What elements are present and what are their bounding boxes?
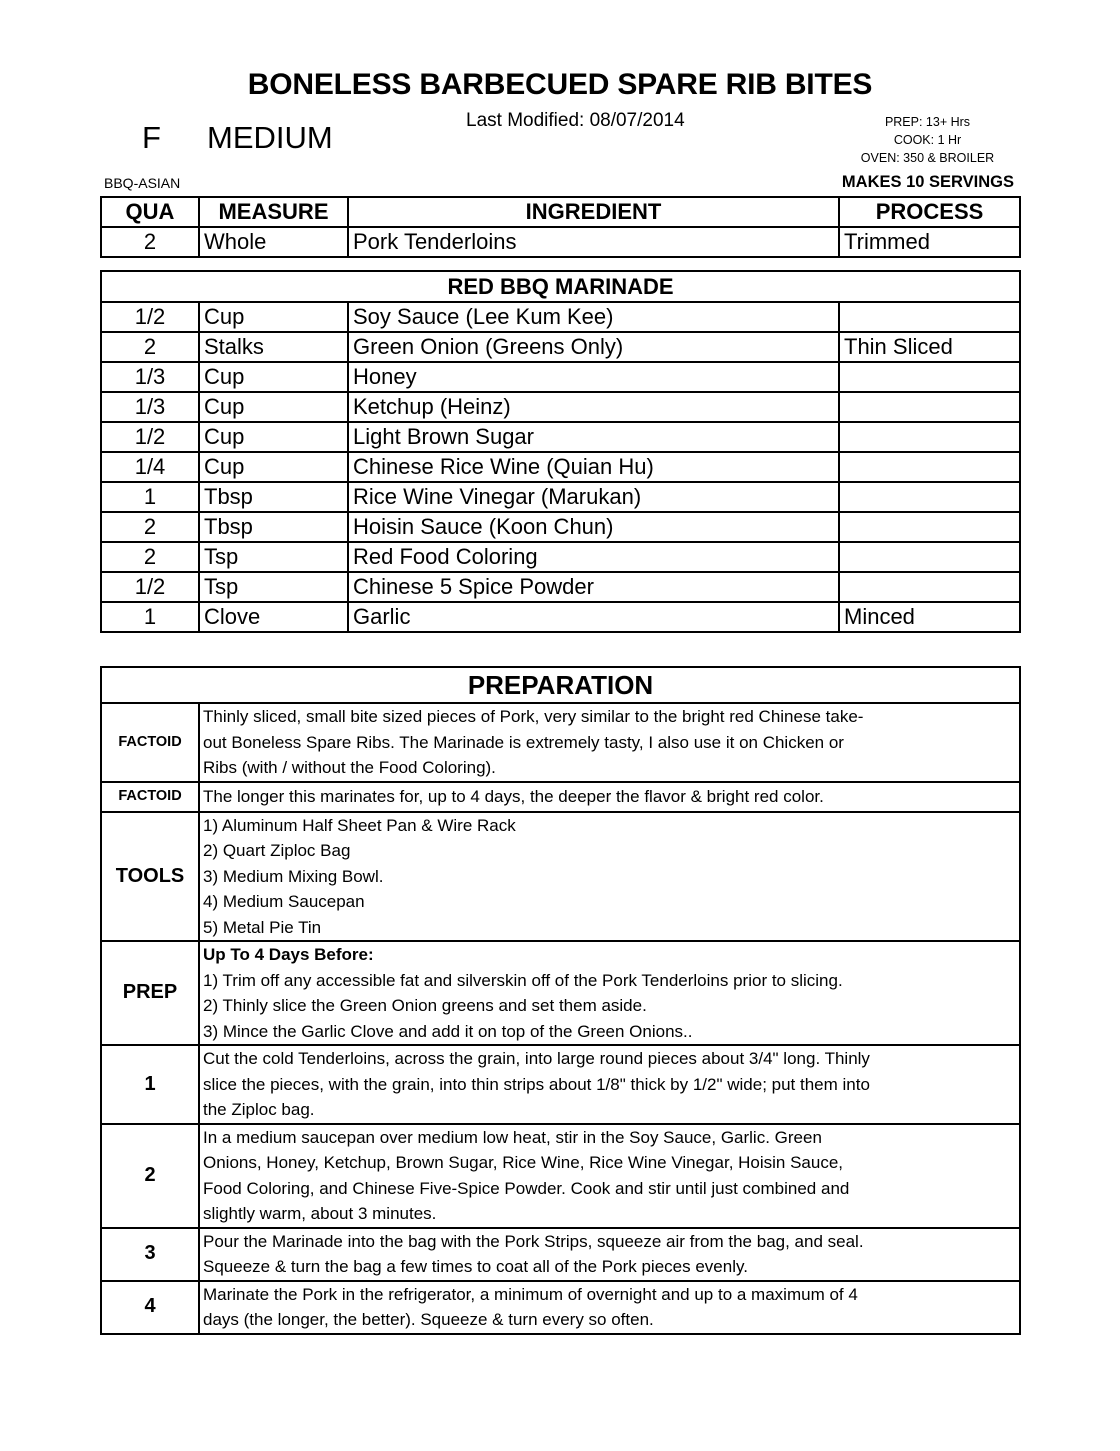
preparation-row-label: TOOLS bbox=[101, 812, 199, 942]
preparation-title: PREPARATION bbox=[101, 667, 1020, 703]
ingredient-process bbox=[839, 392, 1020, 422]
marinade-ingredient-row bbox=[101, 452, 1020, 482]
marinade-ingredient-row bbox=[101, 362, 1020, 392]
ingredient-measure: Whole bbox=[199, 227, 348, 257]
ingredient-quantity: 1/2 bbox=[101, 572, 199, 602]
preparation-row bbox=[101, 782, 1020, 812]
ingredient-process: Trimmed bbox=[839, 227, 1020, 257]
ingredient-name: Garlic bbox=[348, 602, 839, 632]
preparation-text-line: 4) Medium Saucepan bbox=[203, 892, 365, 911]
ingredient-name: Hoisin Sauce (Koon Chun) bbox=[348, 512, 839, 542]
cook-time: COOK: 1 Hr bbox=[893, 133, 962, 147]
preparation-row-text bbox=[199, 1281, 1020, 1334]
ingredient-quantity: 2 bbox=[101, 332, 199, 362]
last-modified-date: Last Modified: 08/07/2014 bbox=[466, 110, 685, 131]
ingredient-measure: Cup bbox=[199, 392, 348, 422]
column-header-process: PROCESS bbox=[839, 197, 1020, 227]
preparation-text-line: the Ziploc bag. bbox=[203, 1100, 315, 1119]
preparation-row-label: PREP bbox=[101, 941, 199, 1045]
ingredient-name: Pork Tenderloins bbox=[348, 227, 839, 257]
ingredient-process bbox=[839, 482, 1020, 512]
preparation-text-line: Marinate the Pork in the refrigerator, a minimum of overnight and up to a maximum of 4 bbox=[203, 1284, 858, 1304]
ingredient-measure: Cup bbox=[199, 452, 348, 482]
preparation-row-label: 3 bbox=[101, 1228, 199, 1281]
ingredient-measure: Tsp bbox=[199, 572, 348, 602]
preparation-text-line: Ribs (with / without the Food Coloring). bbox=[203, 758, 496, 777]
ingredient-process bbox=[839, 512, 1020, 542]
preparation-row-label: 1 bbox=[101, 1045, 199, 1124]
preparation-text-line: out Boneless Spare Ribs. The Marinade is extremely tasty, I also use it on Chicken or bbox=[203, 732, 844, 752]
preparation-row bbox=[101, 1228, 1020, 1281]
marinade-ingredient-row bbox=[101, 572, 1020, 602]
ingredient-name: Green Onion (Greens Only) bbox=[348, 332, 839, 362]
ingredient-name: Red Food Coloring bbox=[348, 542, 839, 572]
main-ingredients-table bbox=[100, 196, 1021, 258]
ingredient-name: Honey bbox=[348, 362, 839, 392]
ingredient-process: Minced bbox=[839, 602, 1020, 632]
preparation-text-line: slice the pieces, with the grain, into thin strips about 1/8" thick by 1/2" wide; put them into bbox=[203, 1074, 870, 1094]
ingredient-name: Chinese Rice Wine (Quian Hu) bbox=[348, 452, 839, 482]
preparation-row bbox=[101, 703, 1020, 782]
marinade-title: RED BBQ MARINADE bbox=[101, 271, 1020, 302]
preparation-text-line: Onions, Honey, Ketchup, Brown Sugar, Rice Wine, Rice Wine Vinegar, Hoisin Sauce, bbox=[203, 1153, 844, 1172]
preparation-text-line: 1) Aluminum Half Sheet Pan & Wire Rack bbox=[203, 815, 516, 835]
marinade-ingredient-row bbox=[101, 302, 1020, 332]
preparation-subheading: Up To 4 Days Before: bbox=[203, 945, 374, 964]
ingredient-process bbox=[839, 422, 1020, 452]
ingredient-quantity: 1/3 bbox=[101, 392, 199, 422]
preparation-row-label: 2 bbox=[101, 1124, 199, 1228]
ingredient-measure: Stalks bbox=[199, 332, 348, 362]
ingredient-quantity: 2 bbox=[101, 512, 199, 542]
ingredient-name: Soy Sauce (Lee Kum Kee) bbox=[348, 302, 839, 332]
ingredient-measure: Clove bbox=[199, 602, 348, 632]
preparation-text-line: 1) Trim off any accessible fat and silverskin off of the Pork Tenderloins prior to slicing. bbox=[203, 970, 843, 990]
marinade-section-header bbox=[101, 271, 1020, 302]
ingredient-measure: Tsp bbox=[199, 542, 348, 572]
grade-letter: F bbox=[142, 120, 161, 155]
prep-time: PREP: 13+ Hrs bbox=[884, 115, 971, 129]
preparation-text-line: 3) Mince the Garlic Clove and add it on top of the Green Onions.. bbox=[203, 1021, 693, 1041]
preparation-row-text bbox=[199, 703, 1020, 782]
preparation-text-line: days (the longer, the better). Squeeze & turn every so often. bbox=[203, 1310, 654, 1329]
preparation-text-line: slightly warm, about 3 minutes. bbox=[203, 1204, 437, 1223]
ingredient-measure: Cup bbox=[199, 362, 348, 392]
marinade-ingredient-row bbox=[101, 392, 1020, 422]
ingredient-quantity: 1/2 bbox=[101, 422, 199, 452]
preparation-row-label: 4 bbox=[101, 1281, 199, 1334]
difficulty-level: MEDIUM bbox=[207, 120, 333, 155]
column-header-ingredient: INGREDIENT bbox=[348, 197, 839, 227]
preparation-row bbox=[101, 1124, 1020, 1228]
preparation-row-text bbox=[199, 941, 1020, 1045]
preparation-text-line: Food Coloring, and Chinese Five-Spice Powder. Cook and stir until just combined and bbox=[203, 1178, 850, 1198]
ingredient-process bbox=[839, 452, 1020, 482]
marinade-ingredient-row bbox=[101, 542, 1020, 572]
preparation-row bbox=[101, 1281, 1020, 1334]
preparation-text-line: Thinly sliced, small bite sized pieces of Pork, very similar to the bright red Chinese take- bbox=[203, 707, 864, 726]
preparation-text-line: 2) Quart Ziploc Bag bbox=[203, 841, 351, 860]
ingredient-name: Chinese 5 Spice Powder bbox=[348, 572, 839, 602]
ingredient-measure: Cup bbox=[199, 302, 348, 332]
ingredient-quantity: 1/4 bbox=[101, 452, 199, 482]
marinade-ingredient-row bbox=[101, 512, 1020, 542]
ingredient-quantity: 2 bbox=[101, 542, 199, 572]
ingredient-name: Rice Wine Vinegar (Marukan) bbox=[348, 482, 839, 512]
preparation-text-line: Cut the cold Tenderloins, across the grain, into large round pieces about 3/4" long. Thinly bbox=[203, 1049, 870, 1068]
preparation-row-text bbox=[199, 1045, 1020, 1124]
marinade-ingredient-row bbox=[101, 332, 1020, 362]
preparation-row-label: FACTOID bbox=[101, 703, 199, 782]
preparation-text-line: The longer this marinates for, up to 4 days, the deeper the flavor & bright red color. bbox=[203, 786, 824, 806]
recipe-title: BONELESS BARBECUED SPARE RIB BITES bbox=[247, 68, 873, 101]
ingredient-measure: Tbsp bbox=[199, 512, 348, 542]
oven-setting: OVEN: 350 & BROILER bbox=[860, 151, 995, 165]
ingredient-row bbox=[101, 227, 1020, 257]
preparation-row bbox=[101, 812, 1020, 942]
preparation-text-line: 5) Metal Pie Tin bbox=[203, 917, 322, 937]
column-header-qua: QUA bbox=[101, 197, 199, 227]
ingredient-name: Ketchup (Heinz) bbox=[348, 392, 839, 422]
time-info bbox=[830, 113, 1025, 167]
ingredient-process bbox=[839, 542, 1020, 572]
preparation-row-text bbox=[199, 782, 1020, 812]
ingredient-quantity: 1 bbox=[101, 482, 199, 512]
preparation-row-label: FACTOID bbox=[101, 782, 199, 812]
ingredient-measure: Cup bbox=[199, 422, 348, 452]
ingredient-quantity: 1 bbox=[101, 602, 199, 632]
ingredient-quantity: 1/2 bbox=[101, 302, 199, 332]
ingredient-process bbox=[839, 302, 1020, 332]
ingredient-quantity: 2 bbox=[101, 227, 199, 257]
ingredient-quantity: 1/3 bbox=[101, 362, 199, 392]
preparation-row bbox=[101, 941, 1020, 1045]
preparation-section-header bbox=[101, 667, 1020, 703]
ingredient-name: Light Brown Sugar bbox=[348, 422, 839, 452]
ingredient-measure: Tbsp bbox=[199, 482, 348, 512]
preparation-row-text bbox=[199, 1124, 1020, 1228]
preparation-text-line: Squeeze & turn the bag a few times to coat all of the Pork pieces evenly. bbox=[203, 1257, 748, 1276]
preparation-row-text bbox=[199, 1228, 1020, 1281]
column-header-measure: MEASURE bbox=[199, 197, 348, 227]
table-header-row bbox=[101, 197, 1020, 227]
ingredient-process: Thin Sliced bbox=[839, 332, 1020, 362]
preparation-row-text bbox=[199, 812, 1020, 942]
preparation-table bbox=[100, 666, 1021, 1335]
marinade-ingredient-row bbox=[101, 482, 1020, 512]
marinade-ingredient-row bbox=[101, 422, 1020, 452]
ingredient-process bbox=[839, 572, 1020, 602]
preparation-text-line: Pour the Marinade into the bag with the Pork Strips, squeeze air from the bag, and seal. bbox=[203, 1231, 864, 1251]
preparation-text-line: 2) Thinly slice the Green Onion greens and set them aside. bbox=[203, 996, 647, 1015]
preparation-text-line: 3) Medium Mixing Bowl. bbox=[203, 866, 384, 886]
ingredient-process bbox=[839, 362, 1020, 392]
marinade-table bbox=[100, 270, 1021, 633]
preparation-row bbox=[101, 1045, 1020, 1124]
recipe-category: BBQ-ASIAN bbox=[104, 175, 181, 191]
preparation-text-line: In a medium saucepan over medium low heat, stir in the Soy Sauce, Garlic. Green bbox=[203, 1127, 822, 1147]
marinade-ingredient-row bbox=[101, 602, 1020, 632]
servings-count: MAKES 10 SERVINGS bbox=[841, 173, 1014, 191]
